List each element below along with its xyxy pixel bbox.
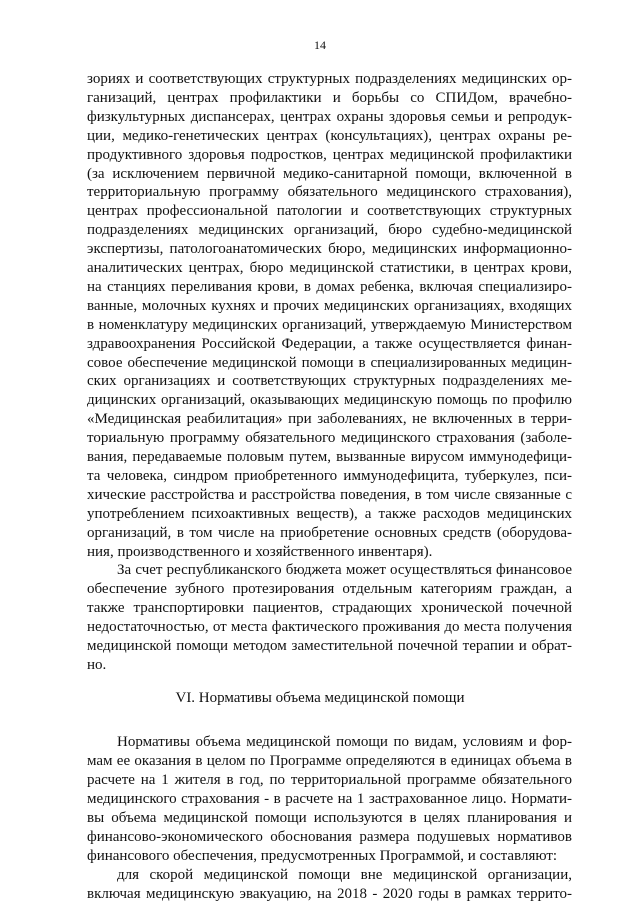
text-line: подразделениях медицинских организаций, бюро судебно-медицинской <box>87 222 572 239</box>
text-line: продуктивного здоровья подростков, центрах медицинской профилактики <box>87 146 572 163</box>
text-line: финансово-экономического обоснования размера подушевых нормативов <box>87 828 572 845</box>
text-line: ториальную программу обязательного медицинского страхования (заболе- <box>87 430 572 447</box>
text-line: употреблением психоактивных веществ), а также расходов медицинских <box>87 505 572 522</box>
text-line: вы объема медицинской помощи используются в целях планирования и <box>87 810 572 826</box>
text-line: ванные, молочных кухнях и прочих медицинских организациях, входящих <box>87 297 572 314</box>
text-line: «Медицинская реабилитация» при заболеваниях, не включенных в терри- <box>87 411 572 428</box>
text-line: аналитических центрах, бюро медицинской статистики, в центрах крови, <box>87 260 572 276</box>
text-line: но. <box>87 656 107 673</box>
text-line: экспертизы, патологоанатомических бюро, медицинских информационно- <box>87 241 572 258</box>
text-line: здравоохранения Российской Федерации, а также осуществляется финан- <box>87 335 572 352</box>
text-line: для скорой медицинской помощи вне медицинской организации, <box>117 866 572 883</box>
text-line: Нормативы объема медицинской помощи по видам, условиям и фор- <box>117 734 572 751</box>
text-line: также транспортировки пациентов, страдающих хронической почечной <box>87 600 572 617</box>
text-line: та человека, синдром приобретенного иммунодефицита, туберкулез, пси- <box>87 467 572 484</box>
text-line: включая медицинскую эвакуацию, на 2018 - 2020 годы в рамках террито- <box>87 885 572 902</box>
section-heading: VI. Нормативы объема медицинской помощи <box>175 690 465 706</box>
text-line: мам ее оказания в целом по Программе определяются в единицах объема в <box>87 753 572 770</box>
text-line: За счет республиканского бюджета может осуществляться финансовое <box>117 562 572 579</box>
page-number: 14 <box>314 38 326 52</box>
text-line: финансового обеспечения, предусмотренных Программой, и составляют: <box>87 847 558 864</box>
text-line: зориях и соответствующих структурных подразделениях медицинских ор- <box>87 71 572 87</box>
text-line: ских организациях и соответствующих структурных подразделениях ме- <box>87 373 572 390</box>
text-line: совое обеспечение медицинской помощи в специализированных медицин- <box>87 354 572 371</box>
text-line: центрах профессиональной патологии и соответствующих структурных <box>87 203 572 220</box>
text-line: медицинского страхования - в расчете на 1 застрахованное лицо. Нормати- <box>87 791 572 808</box>
text-line: физкультурных диспансерах, центрах охраны здоровья семьи и репродук- <box>87 108 572 125</box>
text-line: ния, производственного и хозяйственного инвентаря). <box>87 543 433 560</box>
text-line: территориальную программу обязательного медицинского страхования), <box>87 184 572 201</box>
text-line: ции, медико-генетических центрах (консультациях), центрах охраны ре- <box>87 127 572 144</box>
text-line: вания, передаваемые половым путем, вызванные вирусом иммунодефици- <box>87 449 572 465</box>
text-line: организаций, в том числе на приобретение основных средств (оборудова- <box>87 524 572 541</box>
text-line: медицинской помощи методом заместительной почечной терапии и обрат- <box>87 638 572 654</box>
text-line: хические расстройства и расстройства поведения, в том числе связанные с <box>87 486 572 503</box>
text-line: расчете на 1 жителя в год, по территориальной программе обязательного <box>87 772 572 789</box>
text-line: в номенклатуру медицинских организаций, утверждаемую Министерством <box>87 316 572 333</box>
text-line: (за исключением первичной медико-санитарной помощи, включенной в <box>87 165 572 182</box>
text-line: на станциях переливания крови, в домах ребенка, включая специализиро- <box>87 278 572 295</box>
text-line: дицинских организаций, оказывающих медицинскую помощь по профилю <box>87 392 572 409</box>
text-line: обеспечение зубного протезирования отдельным категориям граждан, а <box>87 581 572 598</box>
text-line: недостаточностью, от места фактического проживания до места получения <box>87 619 572 636</box>
text-line: ганизаций, центрах профилактики и борьбы со СПИДом, врачебно- <box>87 89 572 106</box>
